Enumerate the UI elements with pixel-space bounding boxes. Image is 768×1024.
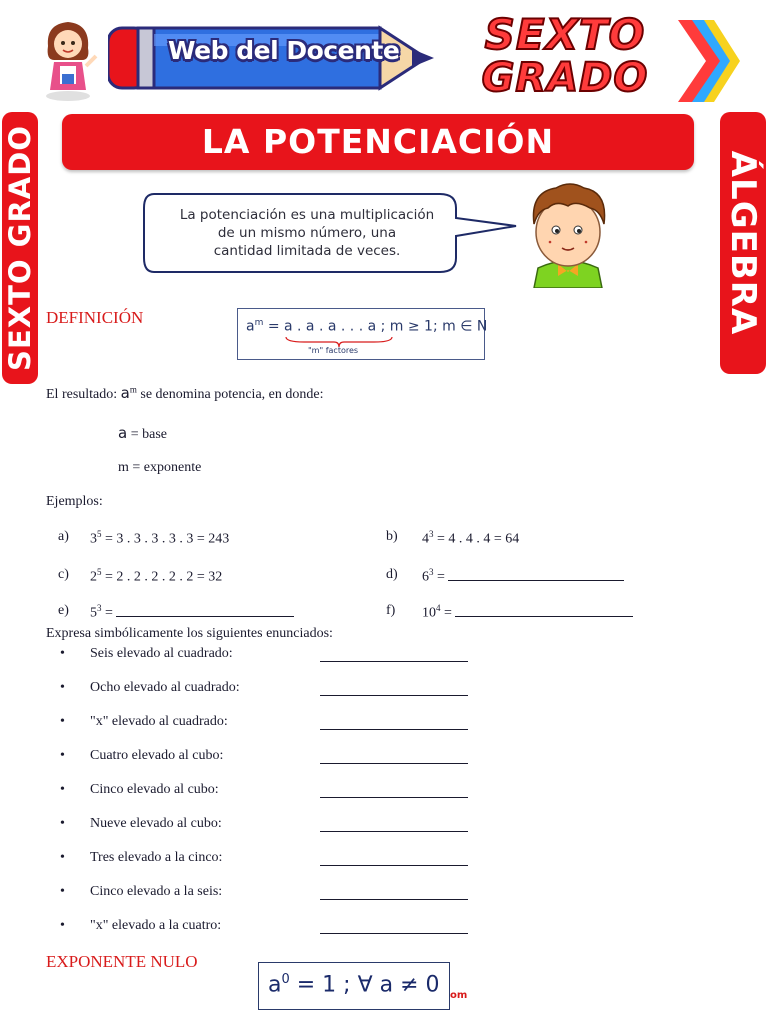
answer-blank[interactable]	[320, 783, 468, 798]
example-base: 2	[90, 569, 97, 585]
example-expression	[422, 603, 633, 622]
example-base: 5	[90, 605, 97, 621]
result-prefix: El resultado:	[46, 387, 121, 402]
formula-base: a	[246, 318, 255, 335]
answer-blank[interactable]	[320, 681, 468, 696]
exercise-label: Seis elevado al cuadrado:	[90, 646, 233, 661]
example-base: 6	[422, 569, 429, 585]
example-expression	[90, 567, 222, 586]
boy-illustration	[516, 180, 620, 288]
answer-blank[interactable]	[320, 851, 468, 866]
bubble-text	[162, 206, 452, 260]
exercise-label: Cinco elevado al cubo:	[90, 782, 219, 797]
base-var: a	[118, 424, 128, 442]
exercise-label: Ocho elevado al cuadrado:	[90, 680, 240, 695]
bullet: •	[60, 884, 65, 899]
example-exp: 3	[429, 567, 434, 577]
exercise-label: "x" elevado a la cuatro:	[90, 918, 222, 933]
example-rest: = 4 . 4 . 4 = 64	[433, 531, 520, 547]
answer-blank[interactable]	[116, 604, 294, 617]
exercise-label: Nueve elevado al cubo:	[90, 816, 222, 831]
side-banner-grade-text: SEXTO GRADO	[3, 125, 37, 371]
answer-blank[interactable]	[448, 568, 624, 581]
example-base: 3	[90, 531, 97, 547]
example-exp: 5	[97, 567, 102, 577]
examples-heading: Ejemplos:	[46, 494, 103, 509]
answer-blank[interactable]	[320, 919, 468, 934]
base-text: = base	[127, 427, 167, 442]
example-exp: 5	[97, 529, 102, 539]
teacher-illustration	[38, 16, 98, 102]
bubble-line: de un mismo número, una	[217, 225, 397, 241]
example-exp: 4	[436, 603, 441, 613]
grade-logo-line1: SEXTO	[484, 10, 646, 59]
example-expression	[90, 529, 229, 548]
example-label: c)	[58, 567, 69, 582]
bullet: •	[60, 816, 65, 831]
answer-blank[interactable]	[320, 647, 468, 662]
title-banner	[62, 114, 694, 170]
bullet: •	[60, 714, 65, 729]
exercises-heading: Expresa simbólicamente los siguientes enunciados:	[46, 626, 333, 641]
exercise-label: Cinco elevado a la seis:	[90, 884, 223, 899]
bullet: •	[60, 918, 65, 933]
answer-blank[interactable]	[320, 749, 468, 764]
example-label: a)	[58, 529, 69, 544]
definition-formula	[246, 318, 487, 335]
side-banner-subject	[720, 112, 766, 374]
grade-logo-line2: GRADO	[481, 55, 649, 101]
example-expression	[422, 567, 624, 586]
answer-blank[interactable]	[320, 885, 468, 900]
null-sup: 0	[281, 972, 290, 987]
example-label: d)	[386, 567, 398, 582]
answer-blank[interactable]	[455, 604, 633, 617]
example-exp: 3	[429, 529, 434, 539]
example-rest: =	[101, 605, 117, 621]
result-var: a	[120, 384, 130, 402]
factors-note: "m" factores	[308, 346, 359, 355]
result-line	[46, 384, 323, 403]
null-base: a	[268, 972, 282, 998]
answer-blank[interactable]	[320, 817, 468, 832]
formula-rhs: = a . a . a . . . a ; m ≥ 1; m ∈ N	[263, 318, 488, 335]
example-base: 4	[422, 531, 429, 547]
bullet: •	[60, 782, 65, 797]
null-rest: = 1 ; ∀ a ≠ 0	[289, 972, 440, 998]
exercise-label: Tres elevado a la cinco:	[90, 850, 223, 865]
example-expression	[422, 529, 519, 548]
formula-exponent: m	[254, 318, 264, 328]
brand-text: Web del Docente	[168, 36, 400, 65]
bullet: •	[60, 646, 65, 661]
watermark-fragment: om	[450, 990, 468, 1001]
null-exponent-heading: EXPONENTE NULO	[46, 952, 198, 971]
example-rest: =	[433, 569, 449, 585]
example-label: e)	[58, 603, 69, 618]
example-exp: 3	[97, 603, 102, 613]
grade-logo	[470, 10, 660, 110]
exponent-line: m = exponente	[118, 460, 202, 475]
example-rest: = 3 . 3 . 3 . 3 . 3 = 243	[101, 531, 230, 547]
example-label: f)	[386, 603, 396, 618]
exercise-label: Cuatro elevado al cubo:	[90, 748, 224, 763]
example-base: 10	[422, 605, 436, 621]
example-rest: =	[440, 605, 456, 621]
example-rest: = 2 . 2 . 2 . 2 . 2 = 32	[101, 569, 223, 585]
bullet: •	[60, 748, 65, 763]
bubble-line: La potenciación es una multiplicación	[179, 207, 435, 223]
example-expression	[90, 603, 294, 622]
side-banner-grade	[2, 112, 38, 384]
chevron-arrows-icon	[676, 16, 740, 106]
bullet: •	[60, 850, 65, 865]
example-label: b)	[386, 529, 398, 544]
bubble-line: cantidad limitada de veces.	[213, 243, 401, 259]
answer-blank[interactable]	[320, 715, 468, 730]
null-exponent-formula	[268, 972, 440, 997]
bullet: •	[60, 680, 65, 695]
page-title: LA POTENCIACIÓN	[201, 122, 555, 161]
result-suffix: se denomina potencia, en donde:	[136, 387, 324, 402]
definition-heading: DEFINICIÓN	[46, 308, 144, 327]
exercise-label: "x" elevado al cuadrado:	[90, 714, 228, 729]
result-sup: m	[129, 384, 137, 395]
base-line	[118, 424, 167, 443]
side-banner-subject-text: ÁLGEBRA	[723, 150, 763, 336]
